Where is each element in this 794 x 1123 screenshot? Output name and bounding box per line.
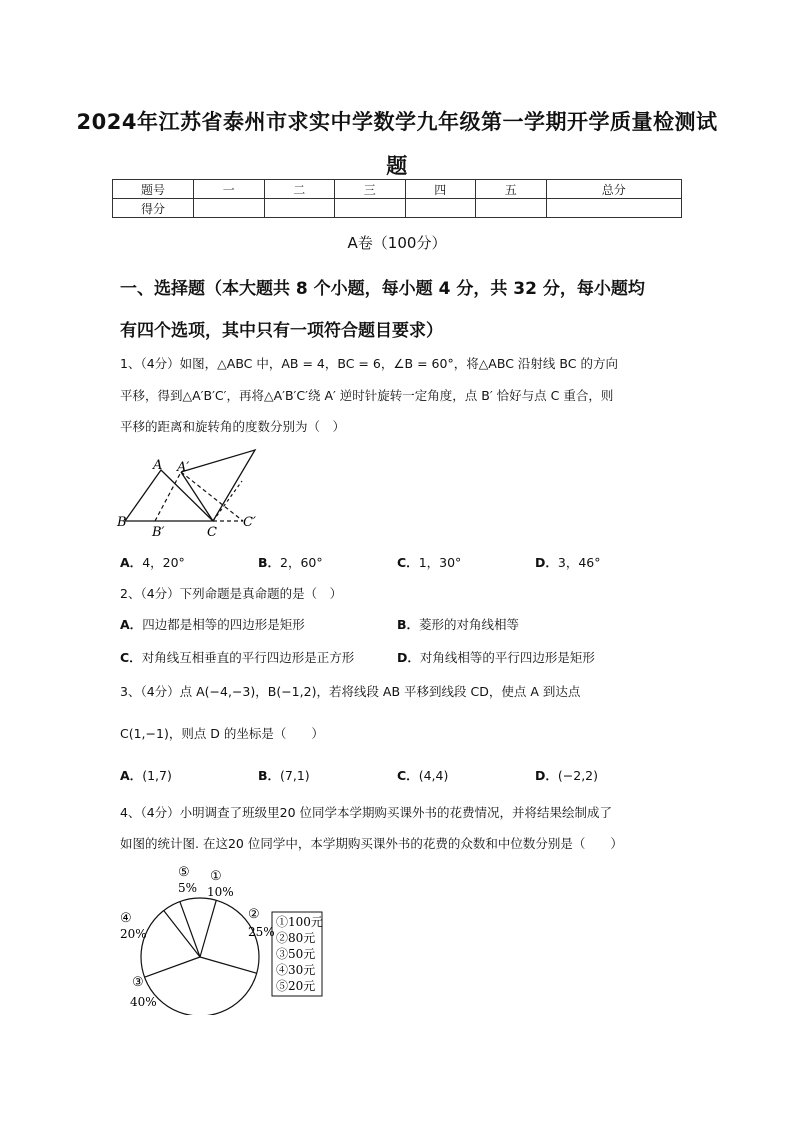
label-a: A — [153, 458, 163, 473]
q1-stem-line2: 平移，得到△A′B′C′，再将△A′B′C′绕 A′ 逆时针旋转一定角度，点 B′ 恰好与点 C 重合，则 — [120, 388, 614, 403]
option-text: (1,7) — [142, 768, 172, 783]
option-text: 1，30° — [418, 555, 462, 570]
segment-a1-c1-dashed — [181, 472, 243, 521]
pie-slice-percent: 40% — [130, 995, 157, 1009]
pie-slice-boundary — [164, 911, 200, 957]
option-key: C． — [397, 555, 419, 570]
score-header-cell: 总分 — [546, 180, 682, 199]
q4-stem-line1: 4、（4分）小明调查了班级里20 位同学本学期购买课外书的花费情况，并将结果绘制成了 — [120, 805, 613, 820]
q3-option-a[interactable] — [120, 766, 172, 784]
option-key: A． — [120, 617, 143, 632]
q1-stem-line3: 平移的距离和旋转角的度数分别为（ ） — [120, 419, 346, 434]
q1-option-c[interactable] — [397, 553, 461, 571]
pie-slice-label: ③ — [132, 975, 144, 990]
option-key: B． — [397, 617, 420, 632]
segment-dotted — [213, 481, 242, 521]
score-cell[interactable] — [194, 199, 265, 218]
score-cell[interactable] — [476, 199, 547, 218]
pie-slice-percent: 25% — [248, 925, 275, 939]
option-key: C． — [397, 768, 419, 783]
q1-option-a[interactable] — [120, 553, 185, 571]
label-b: B — [117, 515, 127, 530]
pie-slice-percent: 10% — [207, 885, 234, 899]
q1-geometry-figure — [115, 445, 275, 540]
option-text: 对角线互相垂直的平行四边形是正方形 — [141, 650, 355, 665]
score-header-cell: 一 — [194, 180, 265, 199]
option-text: (4,4) — [418, 768, 449, 783]
option-key: D． — [397, 650, 420, 665]
score-cell[interactable] — [546, 199, 682, 218]
option-text: (−2,2) — [557, 768, 598, 783]
q4-stem-line2: 如图的统计图. 在这20 位同学中，本学期购买课外书的花费的众数和中位数分别是（ ） — [120, 836, 623, 851]
q2-option-d[interactable] — [397, 648, 595, 666]
q3-option-b[interactable] — [258, 766, 310, 784]
q3-option-d[interactable] — [535, 766, 598, 784]
section1-heading-line1: 一、选择题（本大题共 8 个小题，每小题 4 分，共 32 分，每小题均 — [120, 279, 645, 299]
legend-entry: ⑤20元 — [276, 979, 316, 993]
label-b-prime: B′ — [152, 525, 165, 540]
q3-option-c[interactable] — [397, 766, 448, 784]
option-key: D． — [535, 768, 558, 783]
q1-stem-line1: 1、（4分）如图，△ABC 中，AB = 4，BC = 6，∠B = 60°，将△ABC 沿射线 BC 的方向 — [120, 356, 618, 371]
legend-entry: ④30元 — [276, 963, 316, 977]
score-table-score-row — [113, 199, 682, 218]
score-table-header-row — [113, 180, 682, 199]
rotated-triangle — [181, 450, 255, 521]
score-cell[interactable] — [264, 199, 335, 218]
q3-stem-line1: 3、（4分）点 A(−4,−3)，B(−1,2)，若将线段 AB 平移到线段 CD，使点 A 到达点 — [120, 684, 581, 699]
q4-pie-chart — [110, 860, 340, 1015]
pie-slice-boundary — [145, 957, 200, 977]
score-header-cell: 题号 — [113, 180, 194, 199]
score-cell[interactable] — [405, 199, 476, 218]
q2-option-c[interactable] — [120, 648, 354, 666]
score-header-cell: 二 — [264, 180, 335, 199]
legend-entry: ③50元 — [276, 947, 316, 961]
option-key: B． — [258, 555, 281, 570]
q1-option-b[interactable] — [258, 553, 323, 571]
option-key: C． — [120, 650, 142, 665]
pie-slice-percent: 5% — [178, 881, 198, 895]
pie-slice-label: ② — [248, 907, 260, 922]
pie-slice-percent: 20% — [120, 927, 147, 941]
pie-slice-boundary — [200, 900, 216, 957]
label-a-prime: A′ — [177, 460, 190, 475]
q2-option-a[interactable] — [120, 615, 305, 633]
legend-entry: ①100元 — [276, 915, 323, 929]
option-text: 2，60° — [280, 555, 323, 570]
q3-stem-line2: C(1,−1)，则点 D 的坐标是（ ） — [120, 726, 324, 741]
label-c-prime: C′ — [243, 515, 256, 530]
option-text: (7,1) — [280, 768, 310, 783]
option-text: 四边都是相等的四边形是矩形 — [142, 617, 305, 632]
segment-b1-a1-dashed — [155, 472, 181, 521]
option-key: B． — [258, 768, 281, 783]
segment-a1-c — [181, 472, 213, 521]
pie-slice-label: ① — [210, 869, 222, 884]
score-table — [112, 179, 682, 218]
option-key: A． — [120, 555, 143, 570]
pie-slice — [145, 957, 257, 1015]
page-title-line1: 2024年江苏省泰州市求实中学数学九年级第一学期开学质量检测试 — [76, 110, 718, 134]
option-text: 3，46° — [557, 555, 601, 570]
score-row-label: 得分 — [113, 199, 194, 218]
legend-entry: ②80元 — [276, 931, 316, 945]
score-cell[interactable] — [335, 199, 406, 218]
option-text: 4，20° — [142, 555, 185, 570]
page-title-line2: 题 — [386, 154, 408, 178]
q2-stem: 2、（4分）下列命题是真命题的是（ ） — [120, 586, 343, 601]
section1-heading-line2: 有四个选项，其中只有一项符合题目要求） — [120, 321, 443, 341]
option-key: A． — [120, 768, 143, 783]
pie-slice-boundary — [180, 902, 200, 957]
option-key: D． — [535, 555, 558, 570]
pie-slice-label: ④ — [120, 911, 132, 926]
pie-slice-boundary — [200, 957, 257, 973]
q1-option-d[interactable] — [535, 553, 601, 571]
pie-slice — [180, 898, 216, 957]
paper-a-heading: A卷（100分） — [347, 234, 447, 252]
score-header-cell: 五 — [476, 180, 547, 199]
label-c: C — [207, 525, 217, 540]
option-text: 对角线相等的平行四边形是矩形 — [419, 650, 595, 665]
option-text: 菱形的对角线相等 — [419, 617, 520, 632]
q2-option-b[interactable] — [397, 615, 519, 633]
score-header-cell: 四 — [405, 180, 476, 199]
score-header-cell: 三 — [335, 180, 406, 199]
pie-slice — [164, 902, 200, 957]
pie-slice-label: ⑤ — [178, 865, 190, 880]
